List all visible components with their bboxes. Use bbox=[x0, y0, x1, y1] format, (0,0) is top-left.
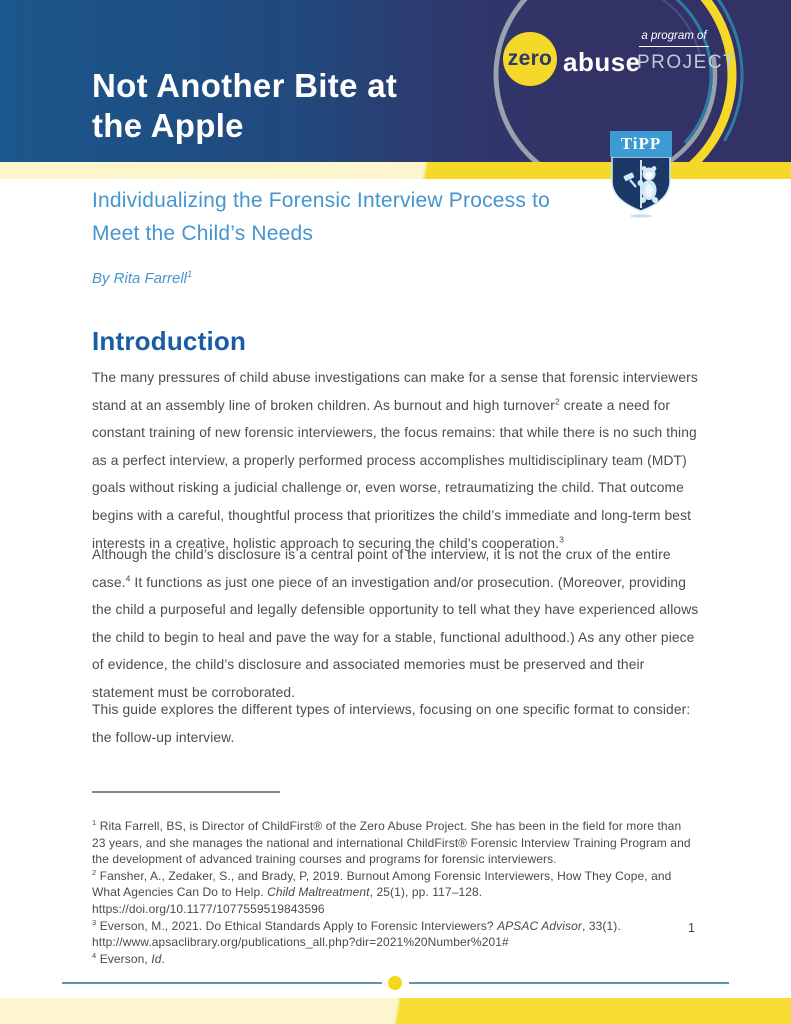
page-title bbox=[92, 66, 397, 146]
logo-tagline: a program of bbox=[639, 30, 709, 47]
footer-rule-left bbox=[62, 982, 382, 984]
footnote-divider bbox=[92, 791, 280, 793]
document-subtitle: Individualizing the Forensic Interview Process to Meet the Child’s Needs bbox=[92, 189, 551, 245]
zero-abuse-project-logo bbox=[503, 30, 737, 94]
section-heading-introduction: Introduction bbox=[92, 326, 247, 356]
byline-footnote-ref: 1 bbox=[187, 269, 193, 279]
paragraph-1: The many pressures of child abuse investigations can make for a sense that forensic interviewers stand at an assembly line of broken children. As burnout and high turnover$^2$ create a need for constant training of new forensic interviewers, the focus remains: that while there is no such thing as a perfect interview, a properly performed process accomplishes multidisciplinary team (MDT) goals without risking a judicial challenge or, even worse, retraumatizing the child. That outcome begins with a careful, thoughtful process that prioritizes the child’s immediate and long-term best interests in a creative, holistic approach to securing the child’s cooperation.$^3$ bbox=[92, 370, 698, 551]
footnote-ref-3: 3 bbox=[559, 533, 564, 544]
paragraph-3: This guide explores the different types of interviews, focusing on one specific format to consider: the follow-up interview. bbox=[92, 702, 691, 745]
tipp-badge-shield bbox=[602, 157, 682, 221]
header-banner bbox=[0, 0, 791, 162]
logo-project-text: PROJECT bbox=[637, 52, 737, 73]
footnote-ref-2: 2 bbox=[554, 396, 560, 406]
footnotes-block bbox=[92, 818, 698, 967]
page-title-line1: Not Another Bite at bbox=[92, 67, 398, 104]
zero-logo-circle bbox=[503, 32, 557, 86]
footnote-1: $^1$ Rita Farrell, BS, is Director of ChildFirst® of the Zero Abuse Project. She has been in the field for more than 23 years, and she manages the national and international ChildFirst® Forensic Interview Training Program and the development of advanced training courses and programs for forensic interviewers. bbox=[92, 818, 691, 867]
footnote-4: $^4$ Everson, Id. bbox=[92, 950, 165, 966]
page-number: 1 bbox=[688, 921, 695, 935]
logo-abuse-text: abuse bbox=[563, 47, 641, 77]
byline-text: By Rita Farrell bbox=[92, 270, 188, 287]
footer-rule-right bbox=[409, 982, 729, 984]
footnote-3: $^3$ Everson, M., 2021. Do Ethical Standards Apply to Forensic Interviewers? APSAC Advisor, 33(1). http://www.apsaclibrary.org/publications_all.php?dir=2021%20Number%201# bbox=[92, 917, 621, 950]
footer-dot bbox=[388, 976, 402, 990]
page-title-line2: the Apple bbox=[92, 107, 244, 144]
footnote-ref-4: 4 bbox=[125, 573, 131, 583]
footnote-2: $^2$ Fansher, A., Zedaker, S., and Brady, P, 2019. Burnout Among Forensic Interviewers, How They Cope, and What Agencies Can Do to Help. Child Maltreatment, 25(1), pp. 117–128. https://doi.org/10.1177/1077559519843596 bbox=[92, 867, 672, 916]
logo-zero-text: zero bbox=[507, 47, 553, 70]
footer-accent-strip bbox=[0, 998, 791, 1024]
byline bbox=[92, 270, 192, 287]
tipp-badge-banner: TiPP bbox=[610, 131, 672, 157]
paragraph-2: Although the child’s disclosure is a central point of the interview, it is not the crux of the entire case.$^4$ It functions as just one piece of an investigation and/or prosecution. (Moreover, providing the child a purposeful and legally defensible opportunity to tell what they have experienced allows the child to begin to heal and pave the way for a stable, functional adulthood.) As any other piece of evidence, the child’s disclosure and associated memories must be preserved and their statement must be corroborated. bbox=[92, 547, 699, 700]
